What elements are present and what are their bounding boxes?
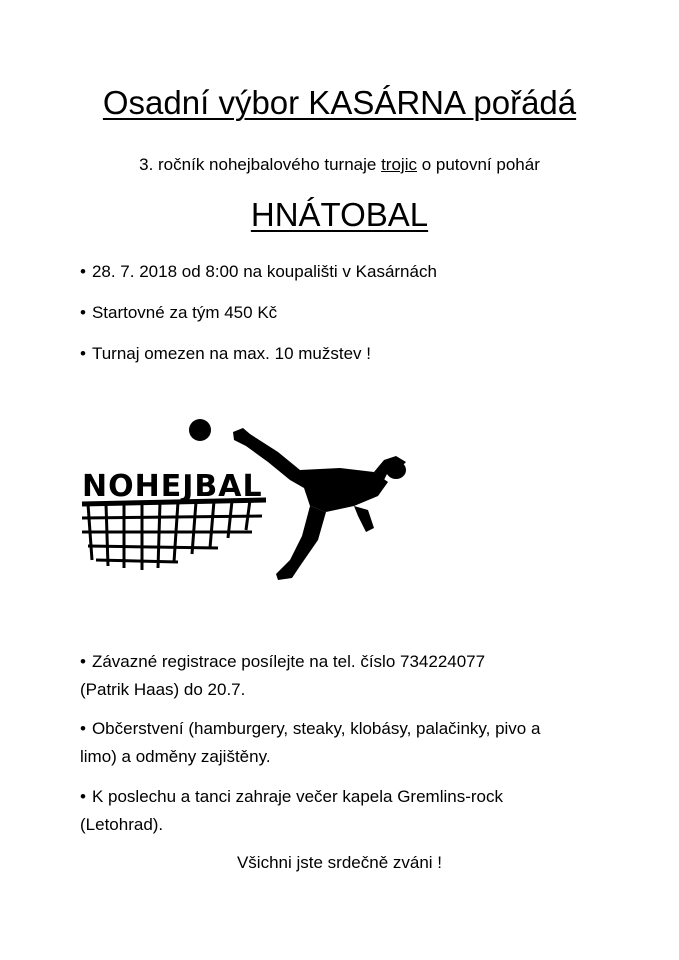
nohejbal-logo (78, 410, 418, 585)
registration-text: Závazné registrace posílejte na tel. číslo 734224077 (91, 652, 486, 671)
info-limit-text: Turnaj omezen na max. 10 mužstev ! (91, 344, 372, 363)
refreshments-line-1 (80, 715, 540, 743)
subtitle-underlined-word: trojic (381, 155, 417, 174)
music-text: K poslechu a tanci zahraje večer kapela Gremlins-rock (91, 787, 503, 806)
logo-text: NOHEJBAL (82, 469, 263, 504)
net-icon (82, 500, 266, 570)
subtitle-text-before: 3. ročník nohejbalového turnaje (139, 155, 382, 174)
info-fee-text: Startovné za tým 450 Kč (91, 303, 278, 322)
tournament-subtitle (0, 155, 679, 175)
bullet-icon: • (80, 303, 86, 322)
music-line-2: (Letohrad). (80, 815, 164, 834)
registration-line-1 (80, 648, 485, 676)
bullet-icon: • (80, 787, 86, 806)
info-date-text: 28. 7. 2018 od 8:00 na koupališti v Kasárnách (91, 262, 437, 281)
registration-line-2: (Patrik Haas) do 20.7. (80, 680, 246, 699)
subtitle-text-after: o putovní pohár (416, 155, 540, 174)
info-date-line (80, 258, 437, 286)
info-fee-line (80, 299, 277, 327)
refreshments-text: Občerstvení (hamburgery, steaky, klobásy, palačinky, pivo a (91, 719, 541, 738)
bullet-icon: • (80, 262, 86, 281)
music-line-1 (80, 783, 503, 811)
bullet-icon: • (80, 344, 86, 363)
info-limit-line (80, 340, 371, 368)
refreshments-line-2: limo) a odměny zajištěny. (80, 747, 271, 766)
player-silhouette-icon (233, 428, 406, 580)
closing-invitation: Všichni jste srdečně zváni ! (236, 853, 443, 872)
bullet-icon: • (80, 719, 86, 738)
bullet-icon: • (80, 652, 86, 671)
ball-icon (189, 419, 211, 441)
event-name-heading: HNÁTOBAL (250, 196, 429, 233)
poster-title: Osadní výbor KASÁRNA pořádá (102, 84, 577, 121)
